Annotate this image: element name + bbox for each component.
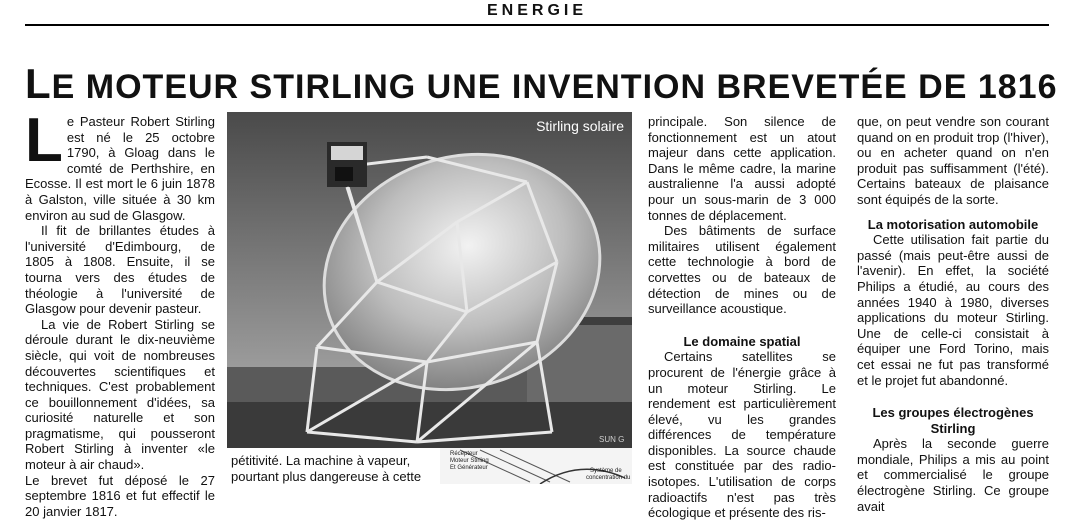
photo-caption: Stirling solaire xyxy=(536,118,624,134)
col1-paragraph-4: Le brevet fut déposé le 27 septembre 1816 et fut effectif le 20 janvier 1817. xyxy=(25,472,215,519)
column-3 xyxy=(648,114,836,521)
col1-paragraph-3: La vie de Robert Stirling se déroule durant le dix-neuvième siècle, qui voit de nombreuses découvertes scientifiques et techniques. C'est probablement ce bouillonnement d'idées, sa curiosité naturelle et son pragmatisme, qui pousseront Robert Stirling à inventer «le moteur à air chaud». xyxy=(25,316,215,473)
headline-rest: E MOTEUR STIRLING UNE INVENTION BREVETÉE DE 1816 xyxy=(51,68,1058,106)
diagram-label-generator: Et Générateur xyxy=(450,465,488,471)
col3-paragraph-1: principale. Son silence de fonctionnement est un atout majeur dans cette application. Dans le même cadre, la marine australienne l'a aussi adopté pour un sous-marin de 3 000 tonnes de déplacement. xyxy=(648,114,836,223)
col1-paragraph-2: Il fit de brillantes études à l'université d'Edimbourg, de 1805 à 1808. Ensuite, il se tourna vers des études de théologie à l'université de Glasgow pour devenir pasteur. xyxy=(25,223,215,317)
col4-subheading-groups: Les groupes électrogènes xyxy=(872,405,1034,421)
col4-paragraph-2: Cette utilisation fait partie du passé (mais peut-être aussi de l'avenir). En effet, la société Philips a étudié, au cours des années 1940 à 1980, diverses applications du moteur Stirling. Une de celle-ci consistait à équiper une Ford Torino, mais cet essai ne fut pas transformé et le projet fut abandonné. xyxy=(857,232,1049,388)
column-2 xyxy=(231,453,441,484)
col4-subheading-groups-2: Stirling xyxy=(930,420,976,436)
headline xyxy=(25,60,1058,108)
col4-paragraph-3: Après la seconde guerre mondiale, Philips a mis au point et commercialisé le groupe électrogène Stirling. Ce groupe avait xyxy=(857,436,1049,514)
col1-paragraph-1: e Pasteur Robert Stirling est né le 25 octobre 1790, à Gloag dans le comté de Perthshire, en Ecosse. Il est mort le 6 juin 1878 à Galston, ville située à 30 km environ au sud de Glasgow. xyxy=(25,114,215,223)
column-1 xyxy=(25,106,215,519)
diagram-label-receiver: Récepteur xyxy=(450,451,478,457)
col4-paragraph-1: que, on peut vendre son courant quand on en produit trop (l'hiver), ou en acheter quand on n'en produit pas suffisamment (l'été). Certains bateaux de plaisance sont équipés de la sorte. xyxy=(857,114,1049,207)
diagram-label-system: Système de xyxy=(590,468,622,474)
solar-dish-illustration xyxy=(227,112,632,448)
col4-subheading-auto: La motorisation automobile xyxy=(867,216,1039,232)
diagram-label-engine: Moteur Stirling xyxy=(450,458,489,464)
header-rule xyxy=(25,24,1049,26)
stirling-diagram xyxy=(440,448,632,484)
col2-paragraph-1: pétitivité. La machine à vapeur, pourtant plus dangereuse à cette xyxy=(231,453,422,484)
column-4 xyxy=(857,114,1049,514)
headline-initial: L xyxy=(25,60,52,107)
drop-cap: L xyxy=(25,106,63,175)
col3-paragraph-3: Certains satellites se procurent de l'énergie grâce à un moteur Stirling. Le rendement est particulièrement élevé, vu les grandes différences de température disponibles. La source chaude est constituée par des radio-isotopes. L'utilisation de corps radioactifs n'est pas très écologique et présente des ris- xyxy=(648,349,836,521)
col3-paragraph-2: Des bâtiments de surface militaires utilisent également cette technologie à bord de corvettes ou de bateaux de détection de mines ou de surveillance acoustique. xyxy=(648,223,836,317)
svg-text:SUN G: SUN G xyxy=(599,435,625,444)
diagram-label-concentration: concentration du xyxy=(586,475,631,481)
col3-subheading-spatial: Le domaine spatial xyxy=(683,333,801,349)
section-header: ENERGIE xyxy=(486,2,587,19)
stirling-solar-photo xyxy=(227,112,632,448)
